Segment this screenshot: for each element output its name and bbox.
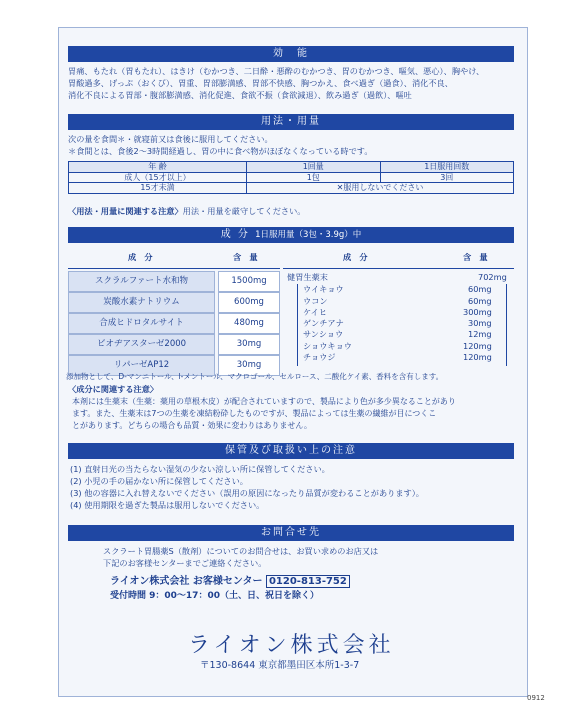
herb-name: ウイキョウ xyxy=(303,284,344,294)
herb-amount: 60mg xyxy=(468,284,492,294)
herb-amount: 30mg xyxy=(468,318,492,328)
ingredients-note-line-2: ます。また、生薬末は7つの生薬を凍結粉砕したものですが、製品によっては生薬の繊維が目につくこ xyxy=(72,409,437,418)
herb-amount: 120mg xyxy=(463,341,492,351)
herb-total-amount: 702mg xyxy=(478,272,507,282)
ingredient-name: リパーゼAP12 xyxy=(68,355,215,376)
efficacy-header: 効 能 xyxy=(68,46,514,62)
ingredient-name: ビオヂアスターゼ2000 xyxy=(68,334,215,355)
contact-company: ライオン株式会社 お客様センター xyxy=(110,576,263,587)
additives-text: 添加物として、D-マンニトール、l-メントール、マクロゴール、セルロース、二酸化ケイ素、香料を含有します。 xyxy=(66,372,444,381)
right-amt-label: 含 量 xyxy=(463,252,488,262)
left-amt-label: 含 量 xyxy=(233,252,258,262)
right-table-header xyxy=(283,248,514,269)
contact-line-2: 下記のお客様センターまでご連絡ください。 xyxy=(103,558,267,568)
ingredient-amount: 30mg xyxy=(218,355,280,376)
ingredients-note-line-1: 本剤には生薬末（生薬：薬用の草根木皮）が配合されていますので、製品により色が多少異なることがあり xyxy=(72,397,456,406)
herb-amount: 300mg xyxy=(463,307,492,317)
herb-amount: 12mg xyxy=(468,329,492,339)
left-table-header xyxy=(68,248,280,269)
dosage-note-text: 用法・用量を厳守してください。 xyxy=(182,206,306,216)
storage-header: 保管及び取扱い上の注意 xyxy=(68,443,514,459)
dosage-col-dose: 1回量 xyxy=(247,162,381,173)
company-logo: ライオン株式会社 xyxy=(188,633,395,658)
herb-amount: 60mg xyxy=(468,296,492,306)
storage-item: (1) 直射日光の当たらない湿気の少ない涼しい所に保管してください。 xyxy=(70,464,330,474)
right-col-label: 成 分 xyxy=(343,252,368,262)
ingredient-name: 合成ヒドロタルサイト xyxy=(68,313,215,334)
storage-item: (3) 他の容器に入れ替えないでください（誤用の原因になったり品質が変わることがあります）。 xyxy=(70,488,424,498)
ingredients-subtitle: 1日服用量（3包・3.9g）中 xyxy=(255,230,362,240)
dosage-note xyxy=(68,206,305,218)
ingredient-amount: 600mg xyxy=(218,292,280,313)
contact-hours: 受付時間 9：00〜17：00（土、日、祝日を除く） xyxy=(110,591,319,601)
ingredients-note-label: 〈成分に関連する注意〉 xyxy=(68,384,159,394)
dosage-child-age: 15才未満 xyxy=(69,183,247,194)
herb-name: ショウキョウ xyxy=(303,341,352,351)
efficacy-line-2: 胃酸過多、げっぷ（おくび）、胃重、胃部膨満感、胃部不快感、胸つかえ、食べ過ぎ（過食）、消化不良、 xyxy=(68,78,453,88)
ingredient-row xyxy=(68,271,280,292)
ingredients-right-table xyxy=(283,248,514,368)
contact-phone: 0120-813-752 xyxy=(266,575,350,588)
herb-amount: 120mg xyxy=(463,352,492,362)
herb-name: チョウジ xyxy=(303,352,336,362)
company-address: 〒130-8644 東京都墨田区本所1-3-7 xyxy=(200,660,360,671)
dosage-line-1: 次の量を食間＊・就寝前又は食後に服用してください。 xyxy=(68,134,273,144)
ingredient-amount: 30mg xyxy=(218,334,280,355)
herb-name: ケイヒ xyxy=(303,307,327,317)
efficacy-line-3: 消化不良による胃部・腹部膨満感、消化促進、食欲不振（食欲減退）、飲み過ぎ（過飲）、嘔吐 xyxy=(68,90,412,100)
ingredients-title: 成 分 xyxy=(220,229,250,240)
contact-company-row xyxy=(110,575,350,589)
dosage-note-label: 〈用法・用量に関連する注意〉 xyxy=(68,206,183,216)
ingredient-name: 炭酸水素ナトリウム xyxy=(68,292,215,313)
dosage-child-note: ✕服用しないでください xyxy=(247,183,514,194)
herb-name: ウコン xyxy=(303,296,328,306)
storage-item: (2) 小児の手の届かない所に保管してください。 xyxy=(70,476,248,486)
document-code: 0912 xyxy=(527,694,545,702)
dosage-adult-dose: 1包 xyxy=(247,172,381,183)
dosage-adult-age: 成人（15才以上） xyxy=(69,172,247,183)
ingredients-note-line-3: とがあります。どちらの場合も品質・効果に変わりはありません。 xyxy=(72,421,312,430)
storage-item: (4) 使用期限を過ぎた製品は服用しないでください。 xyxy=(70,500,265,510)
ingredient-row xyxy=(68,334,280,355)
ingredient-row xyxy=(68,313,280,334)
ingredients-header xyxy=(68,227,514,243)
herb-name: ゲンチアナ xyxy=(303,318,344,328)
herb-total-name: 健胃生薬末 xyxy=(287,272,328,282)
contact-line-1: スクラート胃腸薬S（散剤）についてのお問合せは、お買い求めのお店又は xyxy=(103,546,379,556)
left-col-label: 成 分 xyxy=(128,252,153,262)
dosage-table xyxy=(68,161,514,194)
dosage-line-2: ＊食間とは、食後2〜3時間経過し、胃の中に食べ物がほぼなくなっている時です。 xyxy=(68,146,373,156)
ingredient-amount: 480mg xyxy=(218,313,280,334)
ingredient-amount: 1500mg xyxy=(218,271,280,292)
dosage-col-times: 1日服用回数 xyxy=(380,162,514,173)
ingredient-row xyxy=(68,292,280,313)
dosage-adult-times: 3回 xyxy=(380,172,514,183)
dosage-col-age: 年 齢 xyxy=(69,162,247,173)
ingredient-name: スクラルファート水和物 xyxy=(68,271,215,292)
efficacy-line-1: 胃痛、もたれ（胃もたれ）、はきけ（むかつき、二日酔・悪酔のむかつき、胃のむかつき、嘔気、悪心）、胸やけ、 xyxy=(68,66,485,76)
contact-header: お問合せ先 xyxy=(68,525,514,541)
herb-name: サンショウ xyxy=(303,329,344,339)
dosage-header: 用法・用量 xyxy=(68,114,514,130)
